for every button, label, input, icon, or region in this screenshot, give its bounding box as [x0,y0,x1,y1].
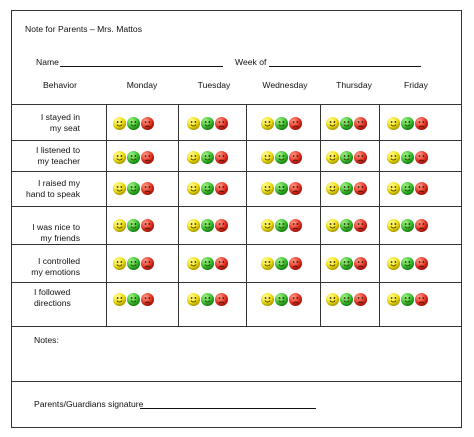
smiley-yellow-icon[interactable] [187,257,200,270]
smiley-yellow-icon[interactable] [261,182,274,195]
frowny-red-icon[interactable] [141,219,154,232]
face-rating-group[interactable] [326,257,367,270]
smiley-yellow-icon[interactable] [261,117,274,130]
behavior-label [10,112,80,133]
smiley-yellow-icon[interactable] [387,293,400,306]
grid-line [11,282,462,283]
name-label: Name [36,57,59,67]
face-rating-group[interactable] [326,151,367,164]
grid-line [11,206,462,207]
behavior-line: my friends [40,232,80,243]
frowny-red-icon[interactable] [415,151,428,164]
smiley-yellow-icon[interactable] [113,182,126,195]
face-rating-group[interactable] [187,293,228,306]
face-rating-group[interactable] [261,293,302,306]
behavior-line: I was nice to [32,222,80,232]
smiley-yellow-icon[interactable] [113,117,126,130]
face-rating-group[interactable] [387,293,428,306]
smiley-green-icon[interactable] [127,293,140,306]
day-header-tuesday: Tuesday [197,80,231,90]
frowny-red-icon[interactable] [289,293,302,306]
grid-line [246,104,247,326]
face-rating-group[interactable] [187,257,228,270]
face-rating-group[interactable] [387,151,428,164]
face-rating-group[interactable] [387,117,428,130]
name-field[interactable] [60,57,223,67]
frowny-red-icon[interactable] [215,293,228,306]
frowny-red-icon[interactable] [215,257,228,270]
signature-label: Parents/Guardians signature [34,399,144,409]
face-rating-group[interactable] [387,219,428,232]
face-rating-group[interactable] [187,182,228,195]
face-rating-group[interactable] [326,219,367,232]
smiley-green-icon[interactable] [340,117,353,130]
frowny-red-icon[interactable] [354,257,367,270]
grid-line [11,140,462,141]
behavior-label [34,287,104,308]
frowny-red-icon[interactable] [141,182,154,195]
face-rating-group[interactable] [261,257,302,270]
day-header-friday: Friday [404,80,428,90]
smiley-green-icon[interactable] [201,257,214,270]
face-rating-group[interactable] [187,219,228,232]
smiley-green-icon[interactable] [340,257,353,270]
face-rating-group[interactable] [113,117,154,130]
face-rating-group[interactable] [187,151,228,164]
smiley-green-icon[interactable] [401,219,414,232]
face-rating-group[interactable] [113,293,154,306]
frowny-red-icon[interactable] [141,151,154,164]
smiley-yellow-icon[interactable] [326,293,339,306]
behavior-line: my seat [49,122,80,133]
smiley-yellow-icon[interactable] [387,257,400,270]
smiley-yellow-icon[interactable] [387,219,400,232]
smiley-yellow-icon[interactable] [261,257,274,270]
frowny-red-icon[interactable] [354,182,367,195]
smiley-yellow-icon[interactable] [387,182,400,195]
face-rating-group[interactable] [387,182,428,195]
smiley-green-icon[interactable] [275,293,288,306]
grid-line [11,104,462,105]
face-rating-group[interactable] [113,182,154,195]
smiley-green-icon[interactable] [127,219,140,232]
notes-label: Notes: [34,335,59,345]
behavior-header: Behavior [43,80,77,90]
smiley-yellow-icon[interactable] [326,219,339,232]
smiley-yellow-icon[interactable] [326,257,339,270]
face-rating-group[interactable] [261,151,302,164]
smiley-green-icon[interactable] [401,257,414,270]
grid-line [11,171,462,172]
smiley-yellow-icon[interactable] [187,151,200,164]
frowny-red-icon[interactable] [354,293,367,306]
smiley-green-icon[interactable] [275,151,288,164]
smiley-green-icon[interactable] [127,117,140,130]
frowny-red-icon[interactable] [289,151,302,164]
behavior-line: I followed [34,287,71,297]
frowny-red-icon[interactable] [354,117,367,130]
smiley-green-icon[interactable] [275,219,288,232]
frowny-red-icon[interactable] [289,182,302,195]
smiley-green-icon[interactable] [401,117,414,130]
frowny-red-icon[interactable] [215,151,228,164]
frowny-red-icon[interactable] [415,293,428,306]
behavior-label [10,178,80,199]
frowny-red-icon[interactable] [415,257,428,270]
behavior-line: directions [34,297,71,308]
smiley-yellow-icon[interactable] [113,151,126,164]
smiley-yellow-icon[interactable] [261,293,274,306]
grid-line [11,326,462,327]
face-rating-group[interactable] [113,257,154,270]
frowny-red-icon[interactable] [415,182,428,195]
day-header-thursday: Thursday [336,80,372,90]
smiley-yellow-icon[interactable] [326,151,339,164]
grid-line [178,104,179,326]
week-label: Week of [235,57,267,67]
grid-line [106,104,107,326]
frowny-red-icon[interactable] [415,219,428,232]
smiley-green-icon[interactable] [275,182,288,195]
smiley-yellow-icon[interactable] [187,293,200,306]
smiley-yellow-icon[interactable] [187,182,200,195]
face-rating-group[interactable] [113,219,154,232]
face-rating-group[interactable] [113,151,154,164]
behavior-line: I listened to [36,145,80,155]
smiley-green-icon[interactable] [340,293,353,306]
behavior-line: my teacher [37,155,80,166]
behavior-line: I controlled [37,256,80,266]
smiley-green-icon[interactable] [340,151,353,164]
frowny-red-icon[interactable] [354,219,367,232]
behavior-label [10,222,80,243]
smiley-yellow-icon[interactable] [261,219,274,232]
behavior-line: I raised my [37,178,80,188]
smiley-green-icon[interactable] [201,151,214,164]
grid-line [320,104,321,326]
frowny-red-icon[interactable] [289,257,302,270]
week-field[interactable] [269,57,421,67]
smiley-yellow-icon[interactable] [187,219,200,232]
page-title: Note for Parents – Mrs. Mattos [25,24,143,34]
behavior-line: I stayed in [40,112,80,122]
day-header-wednesday: Wednesday [262,80,308,90]
smiley-green-icon[interactable] [127,257,140,270]
smiley-yellow-icon[interactable] [113,219,126,232]
face-rating-group[interactable] [261,219,302,232]
face-rating-group[interactable] [187,117,228,130]
grid-line [11,381,462,382]
face-rating-group[interactable] [387,257,428,270]
frowny-red-icon[interactable] [141,293,154,306]
smiley-green-icon[interactable] [127,182,140,195]
face-rating-group[interactable] [326,117,367,130]
frowny-red-icon[interactable] [215,219,228,232]
smiley-yellow-icon[interactable] [326,182,339,195]
smiley-green-icon[interactable] [201,117,214,130]
smiley-green-icon[interactable] [275,257,288,270]
smiley-green-icon[interactable] [275,117,288,130]
frowny-red-icon[interactable] [141,257,154,270]
frowny-red-icon[interactable] [215,117,228,130]
frowny-red-icon[interactable] [141,117,154,130]
frowny-red-icon[interactable] [289,219,302,232]
signature-field[interactable] [140,399,316,409]
behavior-label [10,145,80,166]
smiley-green-icon[interactable] [201,182,214,195]
face-rating-group[interactable] [261,182,302,195]
name-week-row [36,57,436,69]
smiley-green-icon[interactable] [127,151,140,164]
frowny-red-icon[interactable] [354,151,367,164]
behavior-label [10,256,80,277]
smiley-green-icon[interactable] [401,151,414,164]
grid-line [11,244,462,245]
smiley-green-icon[interactable] [340,182,353,195]
frowny-red-icon[interactable] [215,182,228,195]
frowny-red-icon[interactable] [289,117,302,130]
smiley-yellow-icon[interactable] [326,117,339,130]
face-rating-group[interactable] [326,293,367,306]
smiley-yellow-icon[interactable] [387,151,400,164]
behavior-line: my emotions [31,266,80,277]
smiley-yellow-icon[interactable] [261,151,274,164]
smiley-yellow-icon[interactable] [113,257,126,270]
grid-line [379,104,380,326]
face-rating-group[interactable] [261,117,302,130]
signature-row [34,399,334,411]
frowny-red-icon[interactable] [415,117,428,130]
smiley-yellow-icon[interactable] [387,117,400,130]
smiley-green-icon[interactable] [401,182,414,195]
day-header-monday: Monday [126,80,158,90]
behavior-line: hand to speak [26,188,80,199]
smiley-green-icon[interactable] [201,219,214,232]
smiley-yellow-icon[interactable] [187,117,200,130]
smiley-green-icon[interactable] [201,293,214,306]
smiley-yellow-icon[interactable] [113,293,126,306]
smiley-green-icon[interactable] [340,219,353,232]
face-rating-group[interactable] [326,182,367,195]
smiley-green-icon[interactable] [401,293,414,306]
